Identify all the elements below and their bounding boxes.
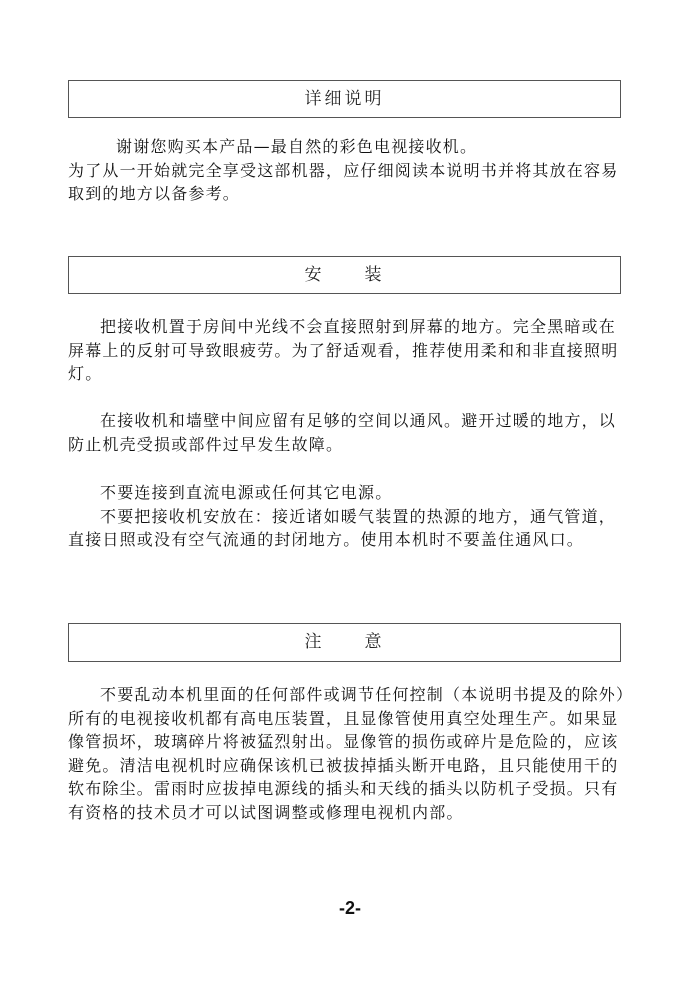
section-heading-install-text: 安 装 xyxy=(304,265,385,285)
install-line-placement: 不要把接收机安放在：接近诸如暖气装置的热源的地方，通气管道，直接日照或没有空气流通的封闭地方。使用本机时不要盖住通风口。 xyxy=(68,506,617,549)
section-heading-caution-text: 注 意 xyxy=(304,632,385,652)
install-paragraph-3 xyxy=(68,481,630,552)
section-heading-detail-text: 详细说明 xyxy=(304,89,385,109)
page-number: -2- xyxy=(339,898,361,918)
section-heading-caution xyxy=(68,623,621,662)
section-heading-install xyxy=(68,256,621,294)
caution-paragraph: 不要乱动本机里面的任何部件或调节任何控制（本说明书提及的除外）所有的电视接收机都有高电压装置，且显像管使用真空处理生产。如果显像管损坏，玻璃碎片将被猛烈射出。显像管的损伤或碎片是危险的，应该避免。清洁电视机时应确保该机已被拔掉插头断开电路，且只能使用干的软布除尘。雷雨时应拔掉电源线的插头和天线的插头以防机子受损。只有有资格的技术员才可以试图调整或修理电视机内部。 xyxy=(68,685,626,822)
section-heading-detail xyxy=(68,80,621,118)
install-paragraph-1: 把接收机置于房间中光线不会直接照射到屏幕的地方。完全黑暗或在屏幕上的反射可导致眼疲劳。为了舒适观看，推荐使用柔和和非直接照明灯。 xyxy=(68,317,619,383)
intro-line-1: 谢谢您购买本产品—最自然的彩色电视接收机。 xyxy=(116,137,478,156)
intro-paragraph xyxy=(68,135,630,206)
install-paragraph-2: 在接收机和墙壁中间应留有足够的空间以通风。避开过暖的地方，以防止机壳受损或部件过早发生故障。 xyxy=(68,411,617,454)
install-line-dc-power: 不要连接到直流电源或任何其它电源。 xyxy=(100,483,393,502)
intro-line-2: 为了从一开始就完全享受这部机器，应仔细阅读本说明书并将其放在容易取到的地方以备参考。 xyxy=(68,160,619,203)
